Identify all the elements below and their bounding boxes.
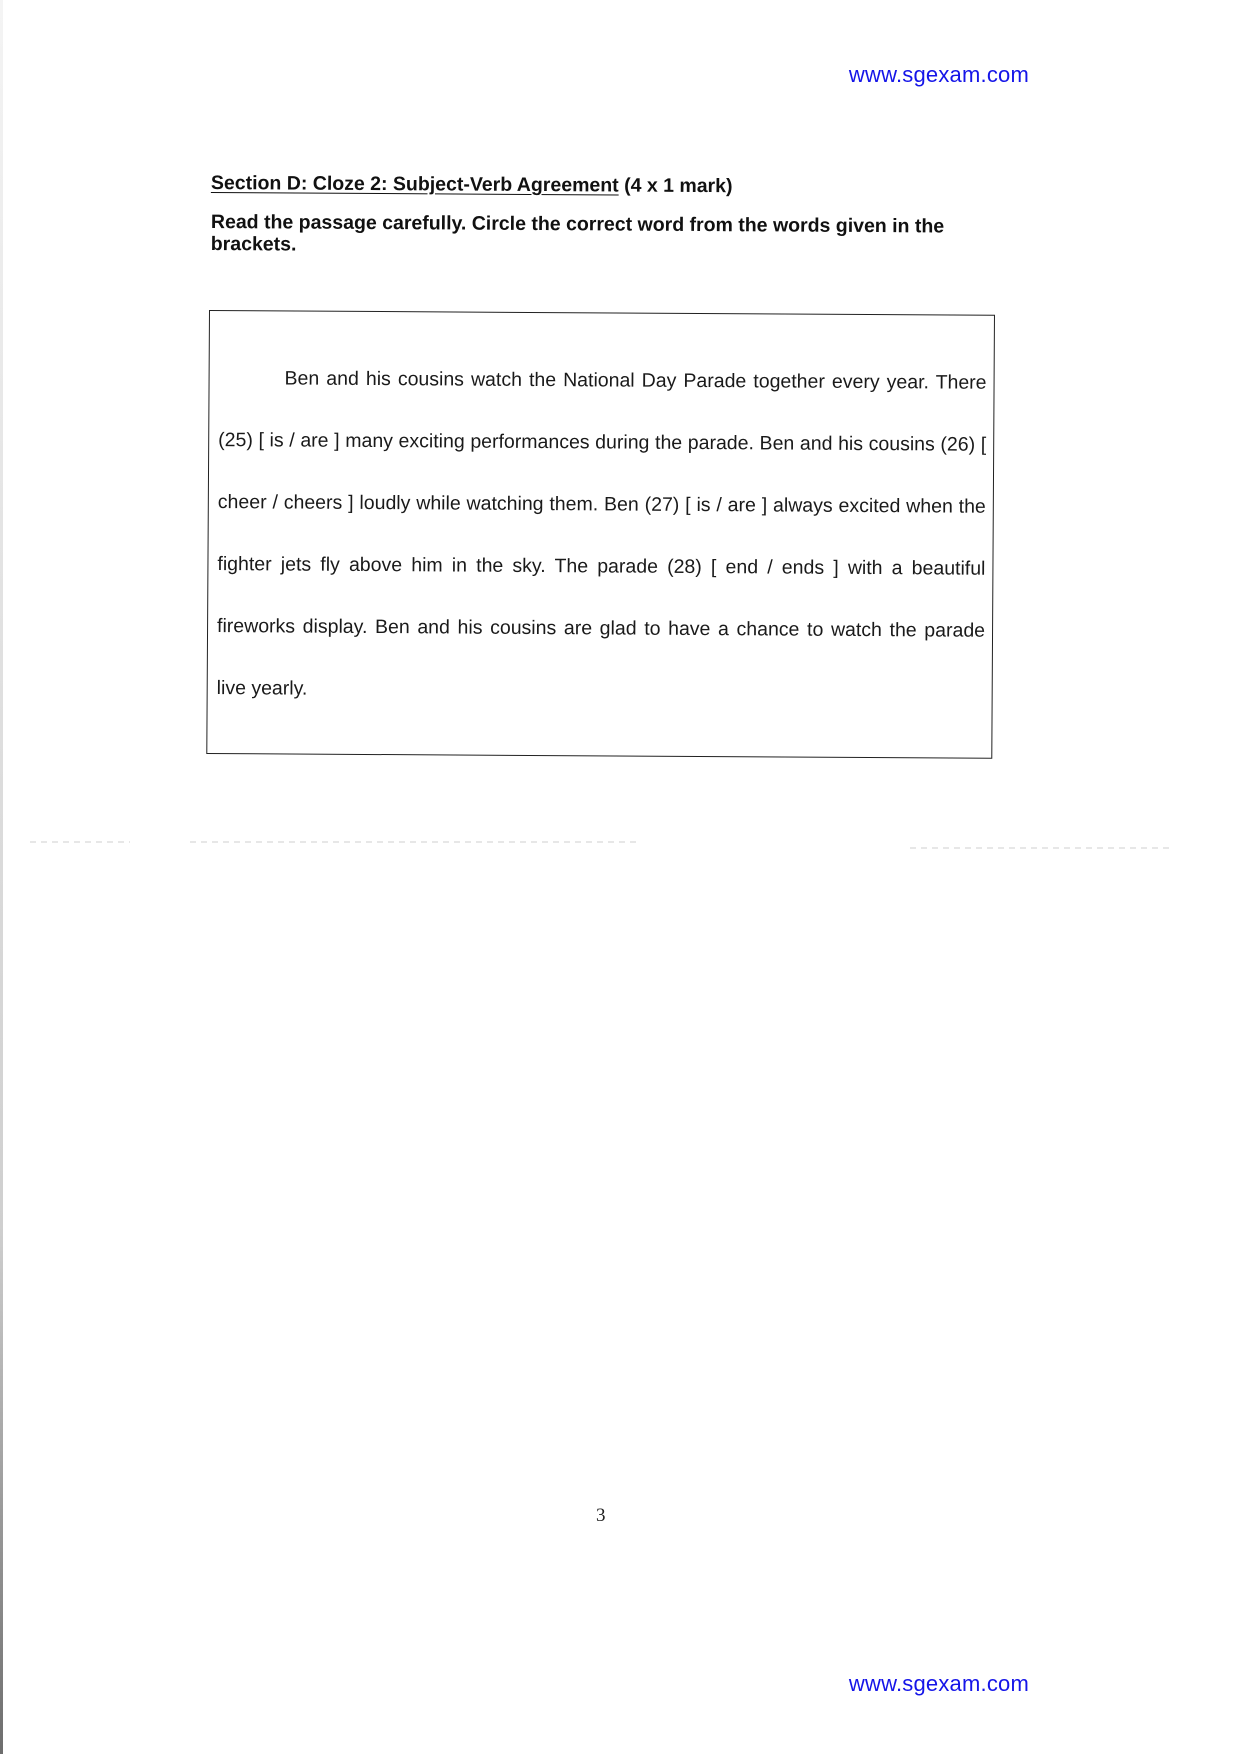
section-header xyxy=(211,172,1011,200)
scan-noise xyxy=(0,830,1239,870)
instructions: Read the passage carefully. Circle the correct word from the words given in the brackets. xyxy=(210,211,945,256)
website-link-top[interactable]: www.sgexam.com xyxy=(848,62,1029,87)
website-link-bottom[interactable]: www.sgexam.com xyxy=(848,1671,1029,1696)
section-title: Section D: Cloze 2: Subject-Verb Agreement xyxy=(210,172,619,197)
passage-text: Ben and his cousins watch the National Day Parade together every year. There (25) [ is / are ] many exciting performances during the parade. Ben and his cousins (26) [ cheer / cheers ] loudly while watching them. Ben (27) [ is / are ] always excited when the fighter jets fly above him in the sky. The parade (28) [ end / ends ] with a beautiful fireworks display. Ben and his cousins are glad to have a chance to watch the parade live yearly. xyxy=(216,367,987,700)
scan-left-edge xyxy=(0,0,3,1754)
passage-box xyxy=(206,310,995,759)
page-number: 3 xyxy=(596,1505,606,1526)
section-marks: (4 x 1 mark) xyxy=(624,174,733,198)
